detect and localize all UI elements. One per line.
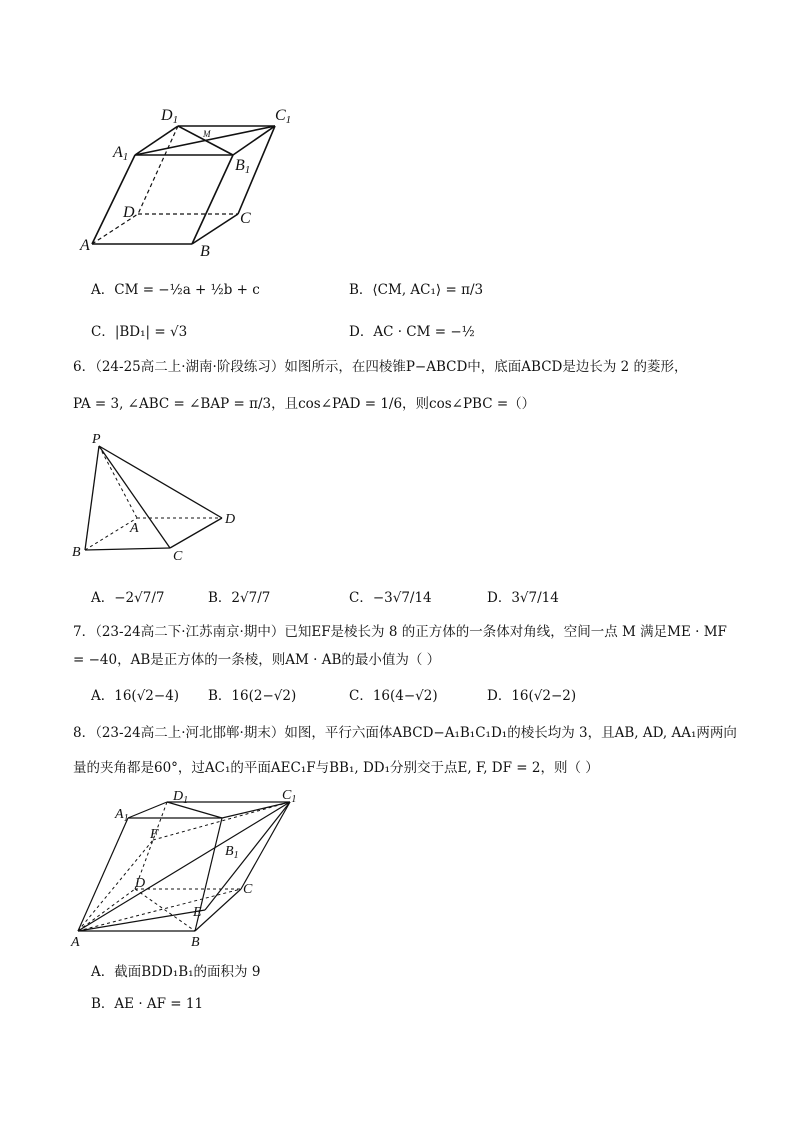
edge-pb	[85, 446, 99, 550]
edge-ae	[78, 910, 205, 931]
q7-stem-line1: 7．（23-24高二下·江苏南京·期中）已知EF是棱长为 8 的正方体的一条体对角线，空间一点 M 满足ME · MF	[73, 624, 727, 640]
q6-option-b[interactable]: B．2√7/7	[208, 590, 271, 606]
label-B1: B1	[235, 157, 251, 176]
label-A1: $A_1$	[115, 807, 129, 824]
q6-option-d[interactable]: D．3√7/14	[487, 590, 559, 606]
q7-option-d[interactable]: D．16(√2−2)	[487, 688, 577, 704]
label-D1: $D_1$	[173, 789, 189, 806]
label-A: A	[71, 935, 80, 950]
label-D: D	[123, 204, 135, 221]
q7-option-c[interactable]: C．16(4−√2)	[349, 688, 438, 704]
q8-option-a[interactable]: A．截面BDD₁B₁的面积为 9	[91, 964, 261, 980]
edge-pd	[99, 446, 222, 518]
label-F: F	[150, 827, 159, 842]
figure-pyramid-q6	[70, 428, 250, 568]
q8-stem-line1: 8．（23-24高二上·河北邯郸·期末）如图，平行六面体ABCD−A₁B₁C₁D₁的棱长均为 3，且AB, AD, AA₁两两向	[73, 725, 737, 741]
label-C: C	[243, 882, 253, 897]
label-D: D	[135, 876, 146, 891]
q5-option-b[interactable]: B．⟨CM, AC₁⟩ = π/3	[349, 282, 484, 298]
q5-option-a[interactable]: A．CM = −½a + ½b + c	[91, 282, 260, 298]
q6-stem-line2: PA = 3, ∠ABC = ∠BAP = π/3，且cos∠PAD = 1/6，则cos∠PBC =（）	[73, 396, 536, 412]
q7-option-a[interactable]: A．16(√2−4)	[91, 688, 180, 704]
figure-parallelepiped-q5	[75, 100, 305, 260]
label-A: A	[130, 521, 139, 536]
edge-a1a	[92, 155, 135, 244]
q5-option-d[interactable]: D．AC · CM = −½	[349, 324, 475, 340]
edge-c1c	[241, 802, 290, 889]
q6-option-a[interactable]: A．−2√7/7	[91, 590, 165, 606]
label-P: P	[92, 432, 101, 447]
q5-option-c[interactable]: C．|BD₁| = √3	[91, 324, 188, 340]
label-B: B	[191, 935, 200, 950]
diag-ac1	[78, 802, 290, 931]
q8-option-b[interactable]: B．AE · AF = 11	[91, 996, 204, 1012]
label-D: D	[225, 512, 236, 527]
edge-cd	[170, 518, 222, 548]
edge-a1d1	[128, 802, 167, 818]
figure-parallelepiped-q8	[65, 784, 315, 954]
label-C1: C1	[275, 107, 292, 126]
q6-option-c[interactable]: C．−3√7/14	[349, 590, 432, 606]
label-B: B	[72, 545, 81, 560]
edge-ad-hidden	[78, 889, 135, 931]
label-A: A	[80, 237, 90, 254]
label-B: B	[200, 243, 210, 260]
label-E: E	[193, 905, 202, 920]
label-C: C	[240, 210, 251, 227]
q8-stem-line2: 量的夹角都是60°，过AC₁的平面AEC₁F与BB₁, DD₁分别交于点E, F, DF = 2，则（ ）	[73, 760, 599, 776]
label-D1: D1	[161, 107, 179, 126]
diag-d1b1	[167, 802, 222, 818]
q7-option-b[interactable]: B．16(2−√2)	[208, 688, 297, 704]
edge-bc	[85, 548, 170, 550]
label-C: C	[173, 549, 183, 564]
diag-db-hidden	[135, 889, 195, 931]
label-B1: $B_1$	[225, 844, 239, 861]
edge-a1a	[78, 818, 128, 931]
label-M: M	[203, 129, 211, 139]
label-A1: A1	[113, 144, 129, 163]
q7-stem-line2: = −40，AB是正方体的一条棱，则AM · AB的最小值为（ ）	[73, 652, 441, 668]
label-C1: $C_1$	[282, 788, 297, 805]
q6-stem-line1: 6．（24-25高二上·湖南·阶段练习）如图所示，在四棱锥P−ABCD中，底面ABCD是边长为 2 的菱形，	[73, 359, 688, 375]
